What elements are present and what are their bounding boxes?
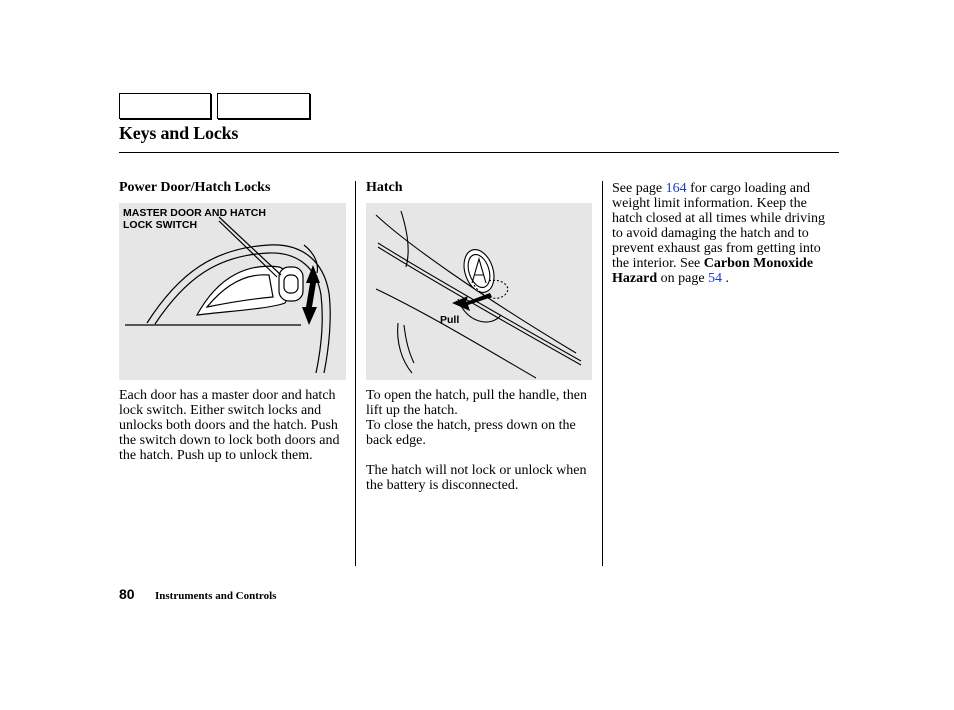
hatch-body — [366, 388, 598, 493]
master-lock-switch-illustration — [119, 203, 346, 380]
hatch-handle-illustration — [366, 203, 592, 380]
pull-label: Pull — [440, 314, 460, 326]
cargo-text-1: See page — [612, 181, 666, 196]
page-164-link[interactable]: 164 — [665, 181, 687, 196]
hatch-paragraph-battery: The hatch will not lock or unlock when the battery is disconnected. — [366, 463, 587, 493]
nav-index-button[interactable] — [217, 93, 310, 119]
page-number: 80 — [119, 586, 135, 602]
lock-switch-callout-line1: MASTER DOOR AND HATCH — [123, 207, 266, 219]
section-footer: Instruments and Controls — [155, 590, 277, 602]
hatch-paragraph-open: To open the hatch, pull the handle, then lift up the hatch. — [366, 388, 588, 418]
nav-main-menu-button[interactable] — [119, 93, 211, 119]
column-divider-1 — [355, 181, 356, 566]
hatch-drawing — [366, 203, 592, 380]
cargo-text-2: for cargo loading and weight limit information. Keep the hatch closed at all times while driving to avoid damaging the hatch and to prevent exhaust gas from getting into the interior. See — [612, 181, 826, 271]
page-title: Keys and Locks — [119, 123, 239, 143]
title-divider — [119, 152, 839, 153]
power-locks-paragraph: Each door has a master door and hatch lock switch. Either switch locks and unlocks both doors and the hatch. Push the switch down to lock both doors and the hatch. Push up to unlock them. — [119, 388, 340, 463]
power-locks-body — [119, 388, 349, 463]
hatch-paragraph-close: To close the hatch, press down on the back edge. — [366, 418, 576, 448]
cargo-info-text — [612, 181, 838, 286]
section-heading-power-locks: Power Door/Hatch Locks — [119, 180, 271, 195]
section-heading-hatch: Hatch — [366, 180, 403, 195]
cargo-text-4: . — [722, 271, 730, 286]
cargo-info-paragraph — [612, 181, 838, 286]
column-divider-2 — [602, 181, 603, 566]
lock-switch-callout-line2: LOCK SWITCH — [123, 219, 198, 231]
cargo-text-3: on page — [657, 271, 709, 286]
page-54-link[interactable]: 54 — [708, 271, 723, 286]
carbon-monoxide-hazard-ref: Carbon Monoxide Hazard — [612, 256, 814, 286]
